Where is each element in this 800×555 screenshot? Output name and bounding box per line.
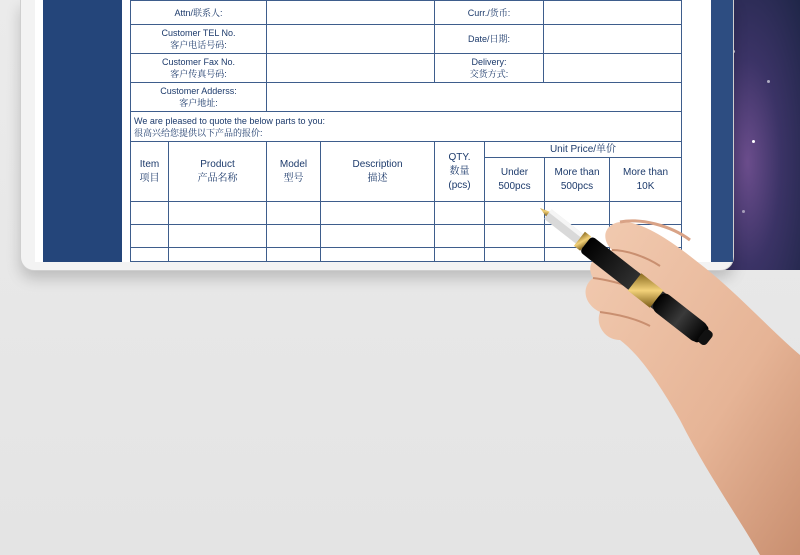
tel-label-cell (130, 24, 267, 54)
fax-label-en: Customer Fax No. (161, 57, 236, 67)
table-cell[interactable] (320, 224, 435, 248)
date-label: Date/日期: (467, 34, 510, 44)
curr-label-cell (434, 0, 544, 25)
address-label-en: Customer Adderss: (160, 86, 237, 96)
hand-with-pen-image (500, 180, 800, 555)
table-cell[interactable] (434, 224, 485, 248)
col-more500-en: More than (554, 166, 600, 178)
delivery-label-en: Delivery: (471, 57, 507, 67)
col-description-cn: 描述 (367, 172, 388, 184)
col-item-cn: 项目 (139, 172, 160, 184)
table-cell[interactable] (434, 247, 485, 262)
col-under-en: Under (500, 166, 529, 178)
delivery-label-cell (434, 53, 544, 83)
left-blue-panel (43, 0, 122, 262)
col-qty-unit: (pcs) (448, 179, 471, 191)
col-model-cn: 型号 (283, 172, 304, 184)
table-cell[interactable] (266, 224, 321, 248)
table-cell[interactable] (320, 247, 435, 262)
col-under-cn: 500pcs (498, 180, 531, 192)
table-cell[interactable] (130, 247, 169, 262)
fax-label-cn: 客户传真号码: (170, 69, 227, 79)
address-label-cn: 客户地址: (179, 98, 218, 108)
col-qty-en: QTY. (448, 151, 471, 163)
attn-label: Attn/联系人: (174, 7, 223, 18)
col-header-item (130, 141, 169, 202)
col-header-model (266, 141, 321, 202)
unit-price-label: Unit Price/单价 (549, 143, 617, 155)
table-cell[interactable] (130, 224, 169, 248)
col-more10k-cn: 10K (636, 180, 655, 192)
date-value-cell[interactable] (543, 24, 682, 54)
table-cell[interactable] (168, 224, 267, 248)
col-qty-cn: 数量 (449, 165, 470, 177)
col-description-en: Description (352, 158, 403, 170)
attn-label-cell (130, 0, 267, 25)
curr-label: Curr./货币: (467, 7, 511, 18)
col-product-en: Product (200, 158, 235, 170)
attn-value-cell[interactable] (266, 0, 435, 25)
table-cell[interactable] (434, 201, 485, 225)
address-value-cell[interactable] (266, 82, 682, 112)
intro-cn: 很高兴给您提供以下产品的报价: (134, 127, 263, 138)
col-header-product (168, 141, 267, 202)
fax-label-cell (130, 53, 267, 83)
col-product-cn: 产品名称 (197, 172, 238, 184)
col-header-description (320, 141, 435, 202)
curr-value-cell[interactable] (543, 0, 682, 25)
col-more500-cn: 500pcs (560, 180, 594, 192)
unit-price-header (484, 141, 682, 158)
delivery-label-cn: 交货方式: (469, 69, 509, 79)
tel-label-cn: 客户电话号码: (170, 40, 227, 50)
table-cell[interactable] (266, 247, 321, 262)
col-more10k-en: More than (622, 166, 669, 178)
fax-value-cell[interactable] (266, 53, 435, 83)
col-item-en: Item (139, 158, 160, 170)
intro-cell (130, 111, 682, 142)
table-cell[interactable] (168, 201, 267, 225)
table-cell[interactable] (168, 247, 267, 262)
delivery-value-cell[interactable] (543, 53, 682, 83)
table-cell[interactable] (320, 201, 435, 225)
col-header-qty (434, 141, 485, 202)
tel-value-cell[interactable] (266, 24, 435, 54)
address-label-cell (130, 82, 267, 112)
tel-label-en: Customer TEL No. (161, 28, 236, 38)
intro-en: We are pleased to quote the below parts to you: (134, 115, 325, 126)
col-model-en: Model (279, 158, 308, 170)
table-cell[interactable] (130, 201, 169, 225)
table-cell[interactable] (266, 201, 321, 225)
date-label-cell (434, 24, 544, 54)
